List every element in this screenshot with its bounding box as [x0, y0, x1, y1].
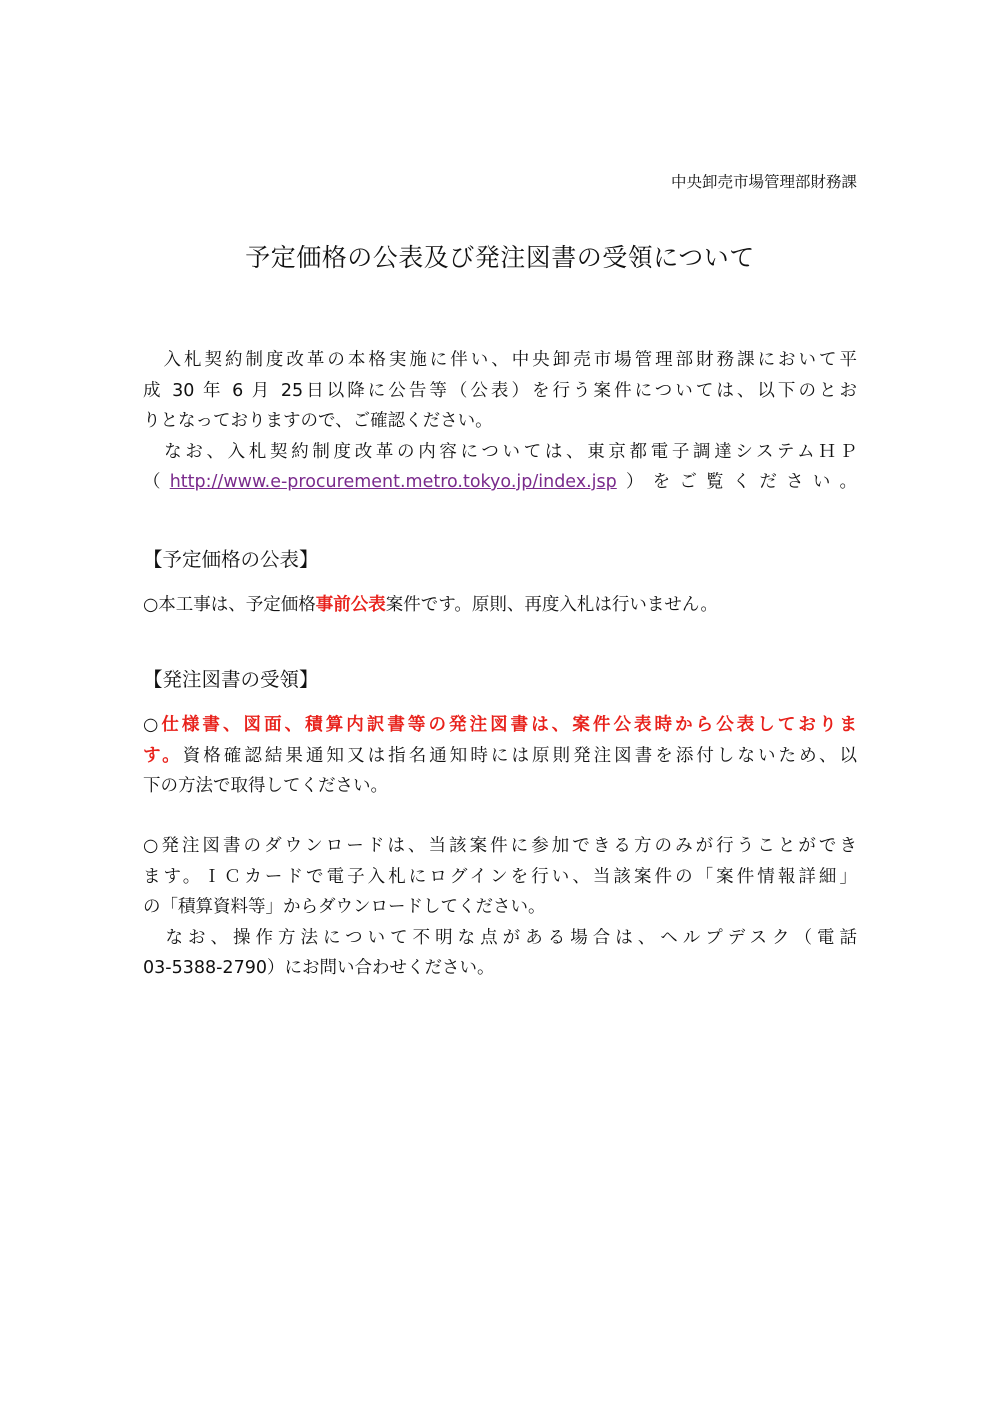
download-line: の「積算資料等」からダウンロードしてください。: [143, 897, 546, 917]
download-line: ます。ＩＣカードで電子入札にログインを行い、当該案件の「案件情報詳細」: [143, 866, 857, 887]
helpdesk-phone-line: 03-5388-2790）にお問い合わせください。: [143, 958, 495, 978]
price-paragraph: [143, 590, 857, 621]
price-text: ○本工事は、予定価格: [143, 595, 316, 615]
intro-line: りとなっておりますので、ご確認ください。: [143, 411, 493, 431]
intro-line: [143, 345, 857, 376]
intro-line: [143, 437, 857, 468]
intro-line-text: なお、入札契約制度改革の内容については、東京都電子調達システムＨＰ: [164, 441, 857, 462]
intro-paragraph: [143, 345, 857, 498]
intro-line-text: 入札契約制度改革の本格実施に伴い、中央卸売市場管理部財務課において平: [163, 350, 858, 370]
section-heading-price: 【予定価格の公表】: [143, 548, 319, 571]
price-line: [143, 590, 857, 621]
section-heading-documents: 【発注図書の受領】: [143, 668, 319, 691]
price-rest: 案件です。原則、再度入札は行いません。: [385, 595, 718, 615]
price-highlight: 事前公表: [315, 595, 386, 615]
helpdesk-text: なお、操作方法について不明な点がある場合は、ヘルプデスク（電話: [165, 927, 858, 948]
documents-line: 下の方法で取得してください。: [143, 776, 388, 796]
document-title: 予定価格の公表及び発注図書の受領について: [245, 243, 755, 272]
intro-line: 成 30 年 6 月 25日以降に公告等（公表）を行う案件については、以下のとお: [143, 380, 857, 401]
helpdesk-line: [143, 923, 857, 954]
documents-highlight-end: す。: [143, 745, 183, 766]
documents-paragraph: [143, 710, 857, 802]
e-procurement-link[interactable]: http://www.e-procurement.metro.tokyo.jp/index.jsp: [169, 472, 617, 492]
department-name: 中央卸売市場管理部財務課: [670, 173, 857, 191]
bullet-mark: ○: [143, 715, 162, 735]
download-paragraph: [143, 831, 857, 984]
documents-text: 資格確認結果通知又は指名通知時には原則発注図書を添付しないため、以: [182, 745, 857, 766]
download-line: ○発注図書のダウンロードは、当該案件に参加できる方のみが行うことができ: [143, 836, 857, 856]
close-paren-text: ）をご覧ください。: [616, 472, 858, 492]
intro-link-line: [143, 467, 857, 498]
documents-line: [143, 710, 857, 741]
documents-line: [143, 741, 857, 772]
open-paren: （: [143, 472, 170, 492]
documents-highlight: 仕様書、図面、積算内訳書等の発注図書は、案件公表時から公表しておりま: [161, 715, 857, 735]
